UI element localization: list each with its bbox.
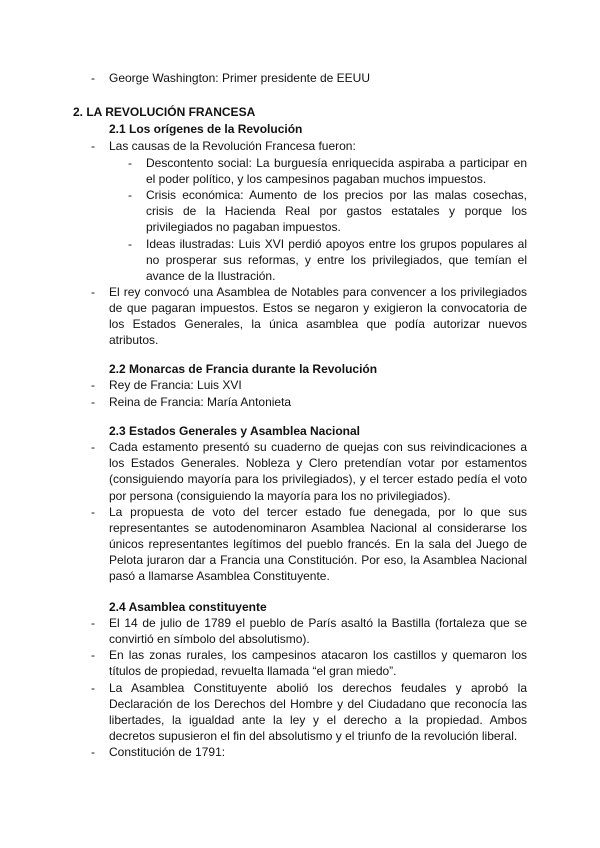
bullet-dash: -	[91, 139, 95, 153]
bullet-dash: -	[91, 681, 95, 695]
cause-line: no prosperar sus reformas, y entre los privilegiados, que temían el	[146, 253, 527, 267]
bullet-dash: -	[91, 648, 95, 662]
list-item: Rey de Francia: Luis XVI	[109, 378, 242, 392]
list-item: Las causas de la Revolución Francesa fueron:	[109, 139, 356, 153]
list-item: Declaración de los Derechos del Hombre y del Ciudadano que reconocía las	[109, 697, 527, 711]
bullet-dash: -	[91, 378, 95, 392]
list-item: George Washington: Primer presidente de EEUU	[109, 71, 371, 85]
list-item: decretos supusieron el fin del absolutismo y el triunfo de la revolución liberal.	[109, 729, 518, 743]
list-item: El 14 de julio de 1789 el pueblo de París asaltó la Bastilla (fortaleza que se	[109, 616, 527, 630]
cause-line: el poder político, y los campesinos pagaban muchos impuestos.	[146, 172, 487, 186]
list-item: los Estados Generales, la única asamblea que podía autorizar nuevos	[109, 317, 527, 331]
list-item: Pelota juraron dar a Francia una Constitución. Por eso, la Asamblea Nacional	[109, 553, 527, 567]
list-item: únicos representantes legítimos del pueblo francés. En la sala del Juego de	[109, 537, 527, 551]
list-item: La propuesta de voto del tercer estado fue denegada, por lo que sus	[109, 505, 527, 519]
cause-line: Crisis económica: Aumento de los precios por las malas cosechas,	[146, 188, 527, 202]
list-item: La Asamblea Constituyente abolió los derechos feudales y aprobó la	[109, 681, 527, 695]
bullet-dash: -	[91, 395, 95, 409]
list-item: convirtió en símbolo del absolutismo).	[109, 632, 310, 646]
subsection-heading: 2.3 Estados Generales y Asamblea Nacional	[109, 424, 361, 438]
cause-line: privilegiados no pagaban impuestos.	[146, 220, 341, 234]
list-item: Cada estamento presentó su cuaderno de quejas con sus reivindicaciones a	[109, 440, 527, 454]
bullet-dash: -	[91, 616, 95, 630]
bullet-dash: -	[128, 237, 132, 251]
list-item: de que pagaran impuestos. Estos se negaron y exigieron la convocatoria de	[109, 301, 527, 315]
cause-line: Descontento social: La burguesía enriquecida aspiraba a participar en	[146, 156, 527, 170]
bullet-dash: -	[128, 188, 132, 202]
list-item: los Estados Generales. Nobleza y Clero pretendían votar por estamentos	[109, 456, 527, 470]
list-item: El rey convocó una Asamblea de Notables para convencer a los privilegiados	[109, 285, 527, 299]
subsection-heading: 2.1 Los orígenes de la Revolución	[109, 122, 303, 136]
bullet-dash: -	[91, 71, 95, 85]
bullet-dash: -	[91, 505, 95, 519]
bullet-dash: -	[91, 745, 95, 759]
list-item: pasó a llamarse Asamblea Constituyente.	[109, 569, 330, 583]
section-title: 2. LA REVOLUCIÓN FRANCESA	[73, 105, 256, 119]
bullet-dash: -	[91, 440, 95, 454]
list-item: Constitución de 1791:	[109, 745, 226, 759]
list-item: (consiguiendo mayoría para los privilegiados), y el tercer estado pedía el voto	[109, 472, 527, 486]
list-item: títulos de propiedad, revuelta llamada “el gran miedo”.	[109, 664, 397, 678]
bullet-dash: -	[128, 156, 132, 170]
list-item: representantes se autodenominaron Asamblea Nacional al considerarse los	[109, 521, 527, 535]
cause-line: Ideas ilustradas: Luis XVI perdió apoyos entre los grupos populares al	[146, 237, 527, 251]
bullet-dash: -	[91, 285, 95, 299]
subsection-heading: 2.4 Asamblea constituyente	[109, 600, 267, 614]
list-item: Reina de Francia: María Antonieta	[109, 395, 292, 409]
cause-line: avance de la Ilustración.	[146, 269, 276, 283]
cause-line: crisis de la Hacienda Real por gastos estatales y porque los	[146, 204, 527, 218]
list-item: En las zonas rurales, los campesinos atacaron los castillos y quemaron los	[109, 648, 527, 662]
list-item: atributos.	[109, 333, 159, 347]
list-item: libertades, la igualdad ante la ley y el derecho a la propiedad. Ambos	[109, 713, 527, 727]
subsection-heading: 2.2 Monarcas de Francia durante la Revolución	[109, 362, 378, 376]
list-item: por persona (consiguiendo la mayoría para los no privilegiados).	[109, 489, 451, 503]
